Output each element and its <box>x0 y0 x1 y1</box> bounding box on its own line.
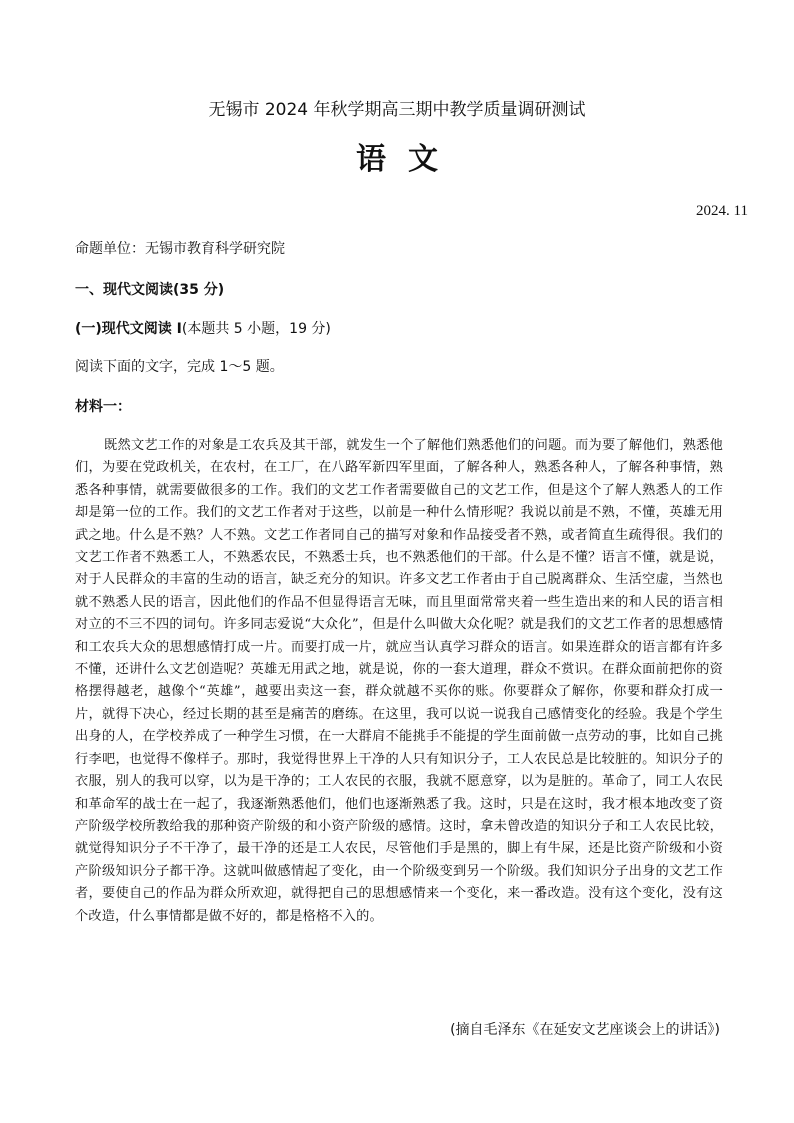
subsection-label: (一)现代文阅读 I <box>75 321 182 337</box>
subsection-note: (本题共 5 小题，19 分) <box>181 321 331 337</box>
subsection-heading <box>75 319 331 339</box>
reading-passage: 既然文艺工作的对象是工农兵及其干部，就发生一个了解他们熟悉他们的问题。而为要了解他们，熟悉他们，为要在党政机关，在农村，在工厂，在八路军新四军里面，了解各种人，熟悉各种人，了解各种事情，熟悉各种事情，就需要做很多的工作。我们的文艺工作者需要做自己的文艺工作，但是这个了解人熟悉人的工作却是第一位的工作。我们的文艺工作者对于这些，以前是一种什么情形呢？我说以前是不熟，不懂，英雄无用武之地。什么是不熟？人不熟。文艺工作者同自己的描写对象和作品接受者不熟，或者简直生疏得很。我们的文艺工作者不熟悉工人，不熟悉农民，不熟悉士兵，也不熟悉他们的干部。什么是不懂？语言不懂，就是说，对于人民群众的丰富的生动的语言，缺乏充分的知识。许多文艺工作者由于自己脱离群众、生活空虚，当然也就不熟悉人民的语言，因此他们的作品不但显得语言无味，而且里面常常夹着一些生造出来的和人民的语言相对立的不三不四的词句。许多同志爱说“大众化”，但是什么叫做大众化呢？就是我们的文艺工作者的思想感情和工农兵大众的思想感情打成一片。而要打成一片，就应当认真学习群众的语言。如果连群众的语言都有许多不懂，还讲什么文艺创造呢？英雄无用武之地，就是说，你的一套大道理，群众不赏识。在群众面前把你的资格摆得越老，越像个“英雄”，越要出卖这一套，群众就越不买你的账。你要群众了解你，你要和群众打成一片，就得下决心，经过长期的甚至是痛苦的磨练。在这里，我可以说一说我自己感情变化的经验。我是个学生出身的人，在学校养成了一种学生习惯，在一大群肩不能挑手不能提的学生面前做一点劳动的事，比如自己挑行李吧，也觉得不像样子。那时，我觉得世界上干净的人只有知识分子，工人农民总是比较脏的。知识分子的衣服，别人的我可以穿，以为是干净的；工人农民的衣服，我就不愿意穿，以为是脏的。革命了，同工人农民和革命军的战士在一起了，我逐渐熟悉他们，他们也逐渐熟悉了我。这时，只是在这时，我才根本地改变了资产阶级学校所教给我的那种资产阶级的和小资产阶级的感情。这时，拿未曾改造的知识分子和工人农民比较，就觉得知识分子不干净了，最干净的还是工人农民，尽管他们手是黑的，脚上有牛屎，还是比资产阶级和小资产阶级知识分子都干净。这就叫做感情起了变化，由一个阶级变到另一个阶级。我们知识分子出身的文艺工作者，要使自己的作品为群众所欢迎，就得把自己的思想感情来一个变化，来一番改造。没有这个变化，没有这个改造，什么事情都是做不好的，都是格格不入的。 <box>75 438 723 924</box>
exam-title: 无锡市 2024 年秋学期高三期中教学质量调研测试 <box>208 100 586 120</box>
issuer-line: 命题单位：无锡市教育科学研究院 <box>75 241 285 257</box>
material-label: 材料一： <box>75 399 131 415</box>
passage-source: (摘自毛泽东《在延安文艺座谈会上的讲话》) <box>450 1022 720 1038</box>
section-heading: 一、现代文阅读(35 分) <box>75 282 225 298</box>
subject-title: 语文 <box>356 142 460 177</box>
exam-date: 2024. 11 <box>696 203 748 219</box>
reading-instruction: 阅读下面的文字，完成 1～5 题。 <box>75 359 284 375</box>
